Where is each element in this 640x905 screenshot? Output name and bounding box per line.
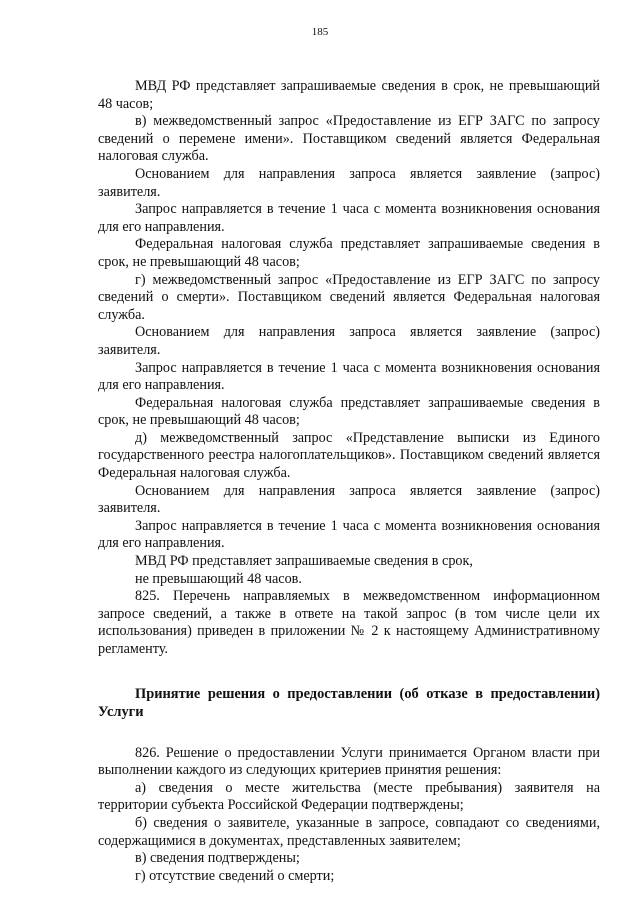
paragraph: а) сведения о месте жительства (месте пребывания) заявителя на территории субъекта Российской Федерации подтверждены; [98, 779, 600, 814]
paragraph: не превышающий 48 часов. [135, 570, 302, 587]
spacer [98, 659, 600, 685]
page-number: 185 [311, 26, 329, 38]
paragraph: МВД РФ представляет запрашиваемые сведения в срок, [135, 553, 473, 570]
paragraph: МВД РФ представляет запрашиваемые сведения в срок, не превышающий 48 часов; [98, 78, 600, 112]
paragraph: Основанием для направления запроса является заявление (запрос) заявителя. [98, 165, 600, 200]
section-heading: Принятие решения о предоставлении (об отказе в предоставлении) Услуги [98, 685, 600, 720]
paragraph: Федеральная налоговая служба представляет запрашиваемые сведения в срок, не превышающий 48 часов; [98, 236, 600, 270]
paragraph: Запрос направляется в течение 1 часа с момента возникновения основания для его направления. [98, 201, 600, 235]
paragraph: г) межведомственный запрос «Предоставление из ЕГР ЗАГС по запросу сведений о смерти». Поставщиком сведений является Федеральная налоговая служба. [98, 271, 600, 323]
paragraph: 826. Решение о предоставлении Услуги принимается Органом власти при выполнении каждого из следующих критериев принятия решения: [98, 744, 600, 779]
paragraph: Федеральная налоговая служба представляет запрашиваемые сведения в срок, не превышающий 48 часов; [98, 394, 600, 429]
paragraph: Запрос направляется в течение 1 часа с момента возникновения основания для его направления. [98, 517, 600, 552]
paragraph: в) межведомственный запрос «Предоставление из ЕГР ЗАГС по запросу сведений о перемене имени». Поставщиком сведений является Федеральная налоговая служба. [98, 113, 600, 165]
paragraph: в) сведения подтверждены; [135, 850, 300, 867]
paragraph: 825. Перечень направляемых в межведомственном информационном запросе сведений, а также в ответе на такой запрос (в том числе цели их использования) приведен в приложении № 2 к настоящему Административному регламенту. [98, 588, 600, 657]
paragraph: Основанием для направления запроса является заявление (запрос) заявителя. [98, 324, 600, 358]
paragraph: г) отсутствие сведений о смерти; [135, 867, 335, 884]
paragraph: д) межведомственный запрос «Представление выписки из Единого государственного реестра налогоплательщиков». Поставщиком сведений является Федеральная налоговая служба. [98, 429, 600, 482]
document-body [98, 78, 600, 885]
paragraph: б) сведения о заявителе, указанные в запросе, совпадают со сведениями, содержащимися в документах, представленных заявителем; [98, 814, 600, 849]
paragraph: Запрос направляется в течение 1 часа с момента возникновения основания для его направления. [98, 359, 600, 394]
spacer [98, 721, 600, 745]
paragraph: Основанием для направления запроса является заявление (запрос) заявителя. [98, 482, 600, 517]
